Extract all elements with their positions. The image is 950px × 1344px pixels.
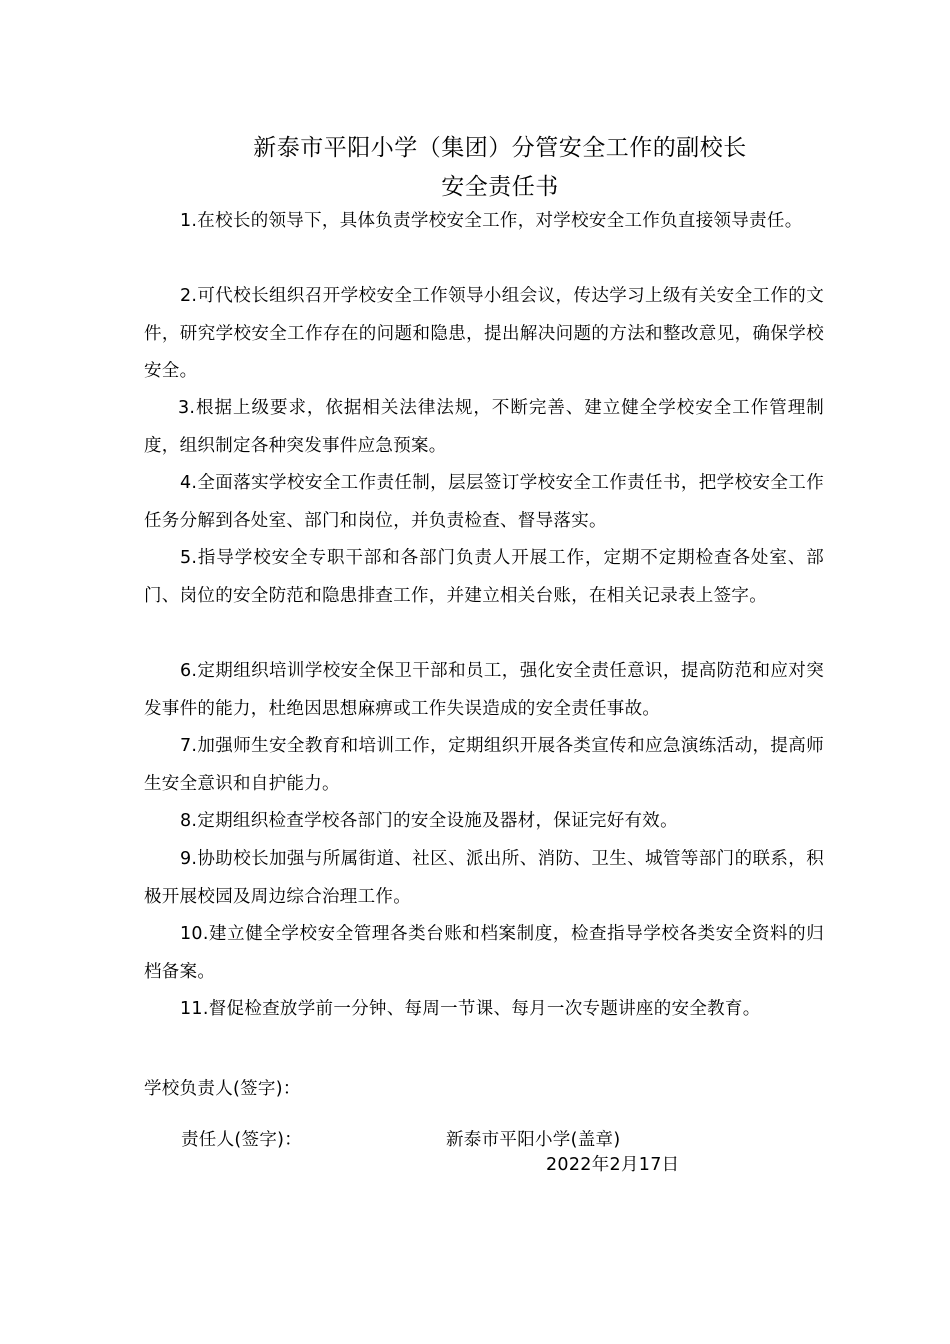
clause-1: 1.在校长的领导下，具体负责学校安全工作，对学校安全工作负直接领导责任。 [180,211,803,231]
clause-11: 11.督促检查放学前一分钟、每周一节课、每月一次专题讲座的安全教育。 [180,999,761,1019]
document-date: 2022年2月17日 [546,1155,680,1175]
clause-2: 2.可代校长组织召开学校安全工作领导小组会议，传达学习上级有关安全工作的文件，研究学校安全工作存在的问题和隐患，提出解决问题的方法和整改意见，确保学校安全。 [144,286,824,381]
school-head-signature: 学校负责人(签字)： [144,1079,301,1099]
responsible-person-signature: 责任人(签字)： [181,1130,303,1150]
document-subtitle: 安全责任书 [441,174,559,200]
school-seal: 新泰市平阳小学(盖章) [446,1130,621,1150]
clause-4: 4.全面落实学校安全工作责任制，层层签订学校安全工作责任书，把学校安全工作任务分解到各处室、部门和岗位，并负责检查、督导落实。 [144,473,824,531]
clause-7: 7.加强师生安全教育和培训工作，定期组织开展各类宣传和应急演练活动，提高师生安全意识和自护能力。 [144,736,824,794]
clause-3: 3.根据上级要求，依据相关法律法规，不断完善、建立健全学校安全工作管理制度，组织制定各种突发事件应急预案。 [144,398,824,456]
clause-5: 5.指导学校安全专职干部和各部门负责人开展工作，定期不定期检查各处室、部门、岗位的安全防范和隐患排查工作，并建立相关台账，在相关记录表上签字。 [144,548,824,606]
document-title: 新泰市平阳小学（集团）分管安全工作的副校长 [253,135,747,161]
clause-9: 9.协助校长加强与所属街道、社区、派出所、消防、卫生、城管等部门的联系，积极开展校园及周边综合治理工作。 [144,849,824,907]
clause-8: 8.定期组织检查学校各部门的安全设施及器材，保证完好有效。 [180,811,678,831]
clause-10: 10.建立健全学校安全管理各类台账和档案制度，检查指导学校各类安全资料的归档备案。 [144,924,824,982]
clause-6: 6.定期组织培训学校安全保卫干部和员工，强化安全责任意识，提高防范和应对突发事件的能力，杜绝因思想麻痹或工作失误造成的安全责任事故。 [144,661,824,719]
